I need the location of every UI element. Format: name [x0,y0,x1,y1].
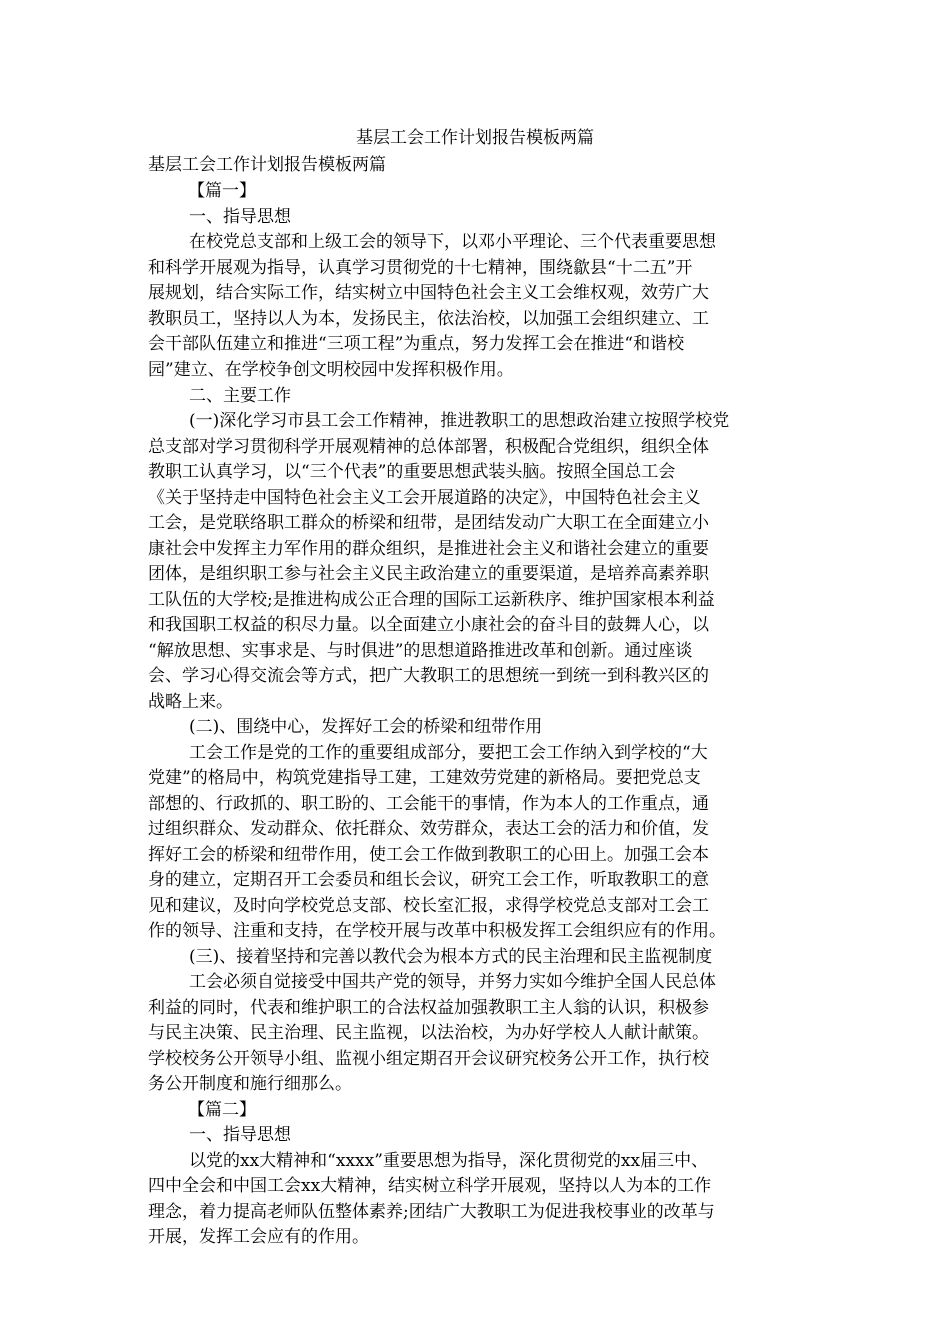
paragraph-line: 身的建立，定期召开工会委员和组长会议，研究工会工作，听取教职工的意 [148,870,709,890]
paragraph-line: 会、学习心得交流会等方式，把广大教职工的思想统一到统一到科教兴区的 [148,666,709,686]
paragraph-line: 以党的xx大精神和“xxxx”重要思想为指导，深化贯彻党的xx届三中、 [189,1151,709,1171]
paragraph-line: 教职工认真学习，以“三个代表”的重要思想武装头脑。按照全国总工会 [148,462,676,482]
paragraph-line: 园”建立、在学校争创文明校园中发挥积极作用。 [148,360,514,380]
section-label-part-two: 【篇二】 [188,1100,256,1120]
subheading-main-work: 二、主要工作 [189,386,291,406]
subheading-guiding-idea: 一、指导思想 [189,207,291,227]
subheading-item-three: (三)、接着坚持和完善以教代会为根本方式的民主治理和民主监视制度 [189,947,713,967]
paragraph-line: 利益的同时，代表和维护职工的合法权益加强教职工主人翁的认识，积极参 [148,998,709,1018]
paragraph-line: 在校党总支部和上级工会的领导下，以邓小平理论、三个代表重要思想 [189,232,716,252]
paragraph-line: 挥好工会的桥梁和纽带作用，使工会工作做到教职工的心田上。加强工会本 [148,845,709,865]
paragraph-line: 见和建议，及时向学校党总支部、校长室汇报，求得学校党总支部对工会工 [148,896,709,916]
paragraph-line: “解放思想、实事求是、与时俱进”的思想道路推进改革和创新。通过座谈 [148,641,693,661]
paragraph-line: 部想的、行政抓的、职工盼的、工会能干的事情，作为本人的工作重点，通 [148,794,709,814]
paragraph-line: 过组织群众、发动群众、依托群众、效劳群众，表达工会的活力和价值，发 [148,819,709,839]
paragraph-line: 与民主决策、民主治理、民主监视，以法治校，为办好学校人人献计献策。 [148,1023,709,1043]
paragraph-line: 学校校务公开领导小组、监视小组定期召开会议研究校务公开工作，执行校 [148,1049,709,1069]
paragraph-line: 展规划，结合实际工作，结实树立中国特色社会主义工会维权观，效劳广大 [148,283,709,303]
subheading-guiding-idea-two: 一、指导思想 [189,1125,291,1145]
paragraph-line: 《关于坚持走中国特色社会主义工会开展道路的决定》，中国特色社会主义 [148,488,701,508]
paragraph-line: 工会，是党联络职工群众的桥梁和纽带，是团结发动广大职工在全面建立小 [148,513,709,533]
paragraph-line: 工会工作是党的工作的重要组成部分，要把工会工作纳入到学校的“大 [189,743,708,763]
paragraph-line: 总支部对学习贯彻科学开展观精神的总体部署，积极配合党组织，组织全体 [148,437,709,457]
paragraph-line: 工会必须自觉接受中国共产党的领导，并努力实如今维护全国人民总体 [189,972,716,992]
paragraph-line: 理念，着力提高老师队伍整体素养;团结广大教职工为促进我校事业的改革与 [148,1202,715,1222]
document-title: 基层工会工作计划报告模板两篇 [356,128,594,148]
paragraph-line: 务公开制度和施行细那么。 [148,1074,352,1094]
paragraph-line: 开展，发挥工会应有的作用。 [148,1227,369,1247]
paragraph-line: 会干部队伍建立和推进“三项工程”为重点，努力发挥工会在推进“和谐校 [148,334,685,354]
paragraph-line: 党建”的格局中，构筑党建指导工建，工建效劳党建的新格局。要把党总支 [148,768,701,788]
section-label-part-one: 【篇一】 [188,181,256,201]
paragraph-line: 团体，是组织职工参与社会主义民主政治建立的重要渠道，是培养高素养职 [148,564,709,584]
paragraph-line: 和我国职工权益的积尽力量。以全面建立小康社会的奋斗目的鼓舞人心，以 [148,615,709,635]
paragraph-line: 工队伍的大学校;是推进构成公正合理的国际工运新秩序、维护国家根本利益 [148,590,715,610]
subheading-item-two: (二)、围绕中心，发挥好工会的桥梁和纽带作用 [189,717,543,737]
paragraph-line: 作的领导、注重和支持，在学校开展与改革中积极发挥工会组织应有的作用。 [148,921,726,941]
paragraph-line: 和科学开展观为指导，认真学习贯彻党的十七精神，围绕歙县“十二五”开 [148,258,693,278]
paragraph-line: 战略上来。 [148,692,233,712]
paragraph-line: 教职员工，坚持以人为本，发扬民主，依法治校，以加强工会组织建立、工 [148,309,709,329]
paragraph-line: 康社会中发挥主力军作用的群众组织，是推进社会主义和谐社会建立的重要 [148,539,709,559]
paragraph-line: 四中全会和中国工会xx大精神，结实树立科学开展观，坚持以人为本的工作 [148,1176,712,1196]
document-heading: 基层工会工作计划报告模板两篇 [148,155,386,175]
paragraph-line: (一)深化学习市县工会工作精神，推进教职工的思想政治建立按照学校党 [189,411,730,431]
